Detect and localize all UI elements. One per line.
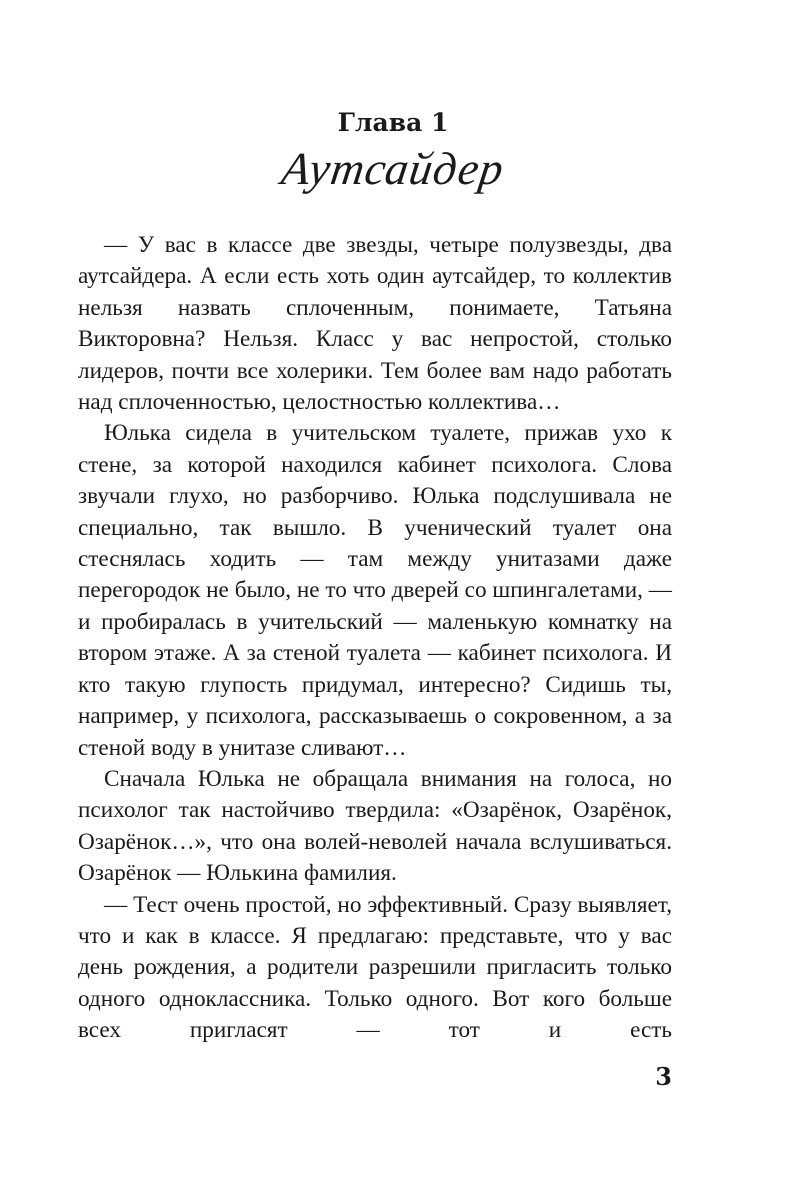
page-number: 3 <box>655 1062 672 1091</box>
paragraph: — Тест очень простой, но эффективный. Сразу выявляет, что и как в классе. Я предлагаю: представьте, что у вас день рождения, а родители разрешили пригласить только одного одноклассника. Только одного. Вот кого больше всех пригласят — тот и есть <box>78 891 672 1044</box>
paragraph: — У вас в классе две звезды, четыре полузвезды, два аутсайдера. А если есть хоть один аутсайдер, то коллектив нельзя назвать сплоченным, понимаете, Татьяна Викторовна? Нельзя. Класс у вас непростой, столько лидеров, почти все холерики. Тем более вам надо работать над сплоченностью, целостностью коллектива… <box>78 232 672 416</box>
paragraph: Юлька сидела в учительском туалете, прижав ухо к стене, за которой находился кабинет психолога. Слова звучали глухо, но разборчиво. Юлька подслушивала не специально, так вышло. В ученический туалет она стеснялась ходить — там между унитазами даже перегородок не было, не то что дверей со шпингалетами, — и пробиралась в учительский — маленькую комнатку на втором этаже. А за стеной туалета — кабинет психолога. И кто такую глупость придумал, интересно? Сидишь ты, например, у психолога, рассказываешь о сокровенном, а за стеной воду в унитазе сливают… <box>78 420 672 761</box>
chapter-label: Глава 1 <box>337 108 449 137</box>
chapter-title: Аутсайдер <box>278 143 508 194</box>
paragraph: Сначала Юлька не обращала внимания на голоса, но психолог так настойчиво твердила: «Озарёнок, Озарёнок, Озарёнок…», что она волей-неволей начала вслушиваться. Озарёнок — Юлькина фамилия. <box>78 765 672 887</box>
body-text <box>78 230 672 1047</box>
